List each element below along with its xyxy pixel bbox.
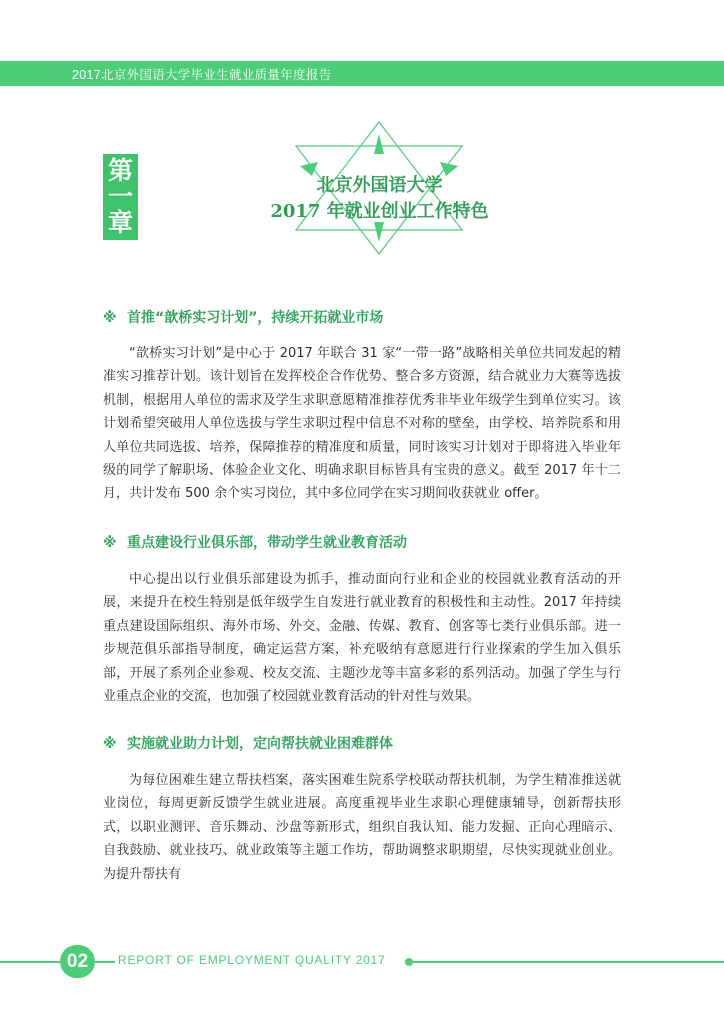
section-paragraph: “歆桥实习计划”是中心于 2017 年联合 31 家“一带一路”战略相关单位共同发起的精准实习推荐计划。该计划旨在发挥校企合作优势、整合多方资源，结合就业力大赛等选拔机制，根据用人单位的需求及学生求职意愿精准推荐优秀非毕业年级学生到单位实习。该计划希望突破用人单位选拔与学生求职过程中信息不对称的壁垒，由学校、培养院系和用人单位共同选拔、培养，保障推荐的精准度和质量，同时该实习计划对于即将进入毕业年级的同学了解职场、体验企业文化、明确求职目标皆具有宝贵的意义。截至 2017 年十二月，共计发布 500 余个实习岗位，其中多位同学在实习期间收获就业 offer。 (103, 346, 621, 502)
reference-mark-icon: ※ (103, 535, 117, 551)
section-paragraph: 为每位困难生建立帮扶档案，落实困难生院系学校联动帮扶机制，为学生精准推送就业岗位，每周更新反馈学生就业进展。高度重视毕业生求职心理健康辅导，创新帮扶形式，以职业测评、音乐舞动、沙盘等新形式，组织自我认知、能力发掘、正向心理暗示、自我鼓励、就业技巧、就业政策等主题工作坊，帮助调整求职期望，尽快实现就业创业。为提升帮扶有 (103, 773, 621, 882)
chapter-title-line2: 2017 年就业创业工作特色 (270, 201, 489, 222)
reference-mark-icon: ※ (103, 736, 117, 752)
section-heading-text: 重点建设行业俱乐部，带动学生就业教育活动 (127, 535, 407, 551)
section-heading (103, 532, 407, 552)
chapter-title (252, 173, 507, 225)
chapter-title-line1: 北京外国语大学 (316, 175, 443, 196)
chapter-badge-char: 一 (107, 182, 133, 211)
chapter-badge-char: 第 (107, 156, 133, 185)
header-band (0, 61, 724, 86)
report-title: 2017北京外国语大学毕业生就业质量年度报告 (72, 68, 332, 82)
chapter-badge-char: 章 (107, 208, 133, 237)
section-paragraph: 中心提出以行业俱乐部建设为抓手，推动面向行业和企业的校园就业教育活动的开展，来提升在校生特别是低年级学生自发进行就业教育的积极性和主动性。2017 年持续重点建设国际组织、海外市场、外交、金融、传媒、教育、创客等七类行业俱乐部。进一步规范俱乐部指导制度，确定运营方案，补充吸纳有意愿进行行业探索的学生加入俱乐部，开展了系列企业参观、校友交流、主题沙龙等丰富多彩的系列活动。加强了学生与行业重点企业的交流，也加强了校园就业教育活动的针对性与效果。 (103, 572, 621, 705)
section-heading (103, 307, 383, 327)
section-heading-text: 实施就业助力计划，定向帮扶就业困难群体 (127, 736, 393, 752)
footer-rule (95, 961, 115, 963)
footer-dot-icon (405, 958, 413, 966)
footer-report-label: REPORT OF EMPLOYMENT QUALITY 2017 (118, 953, 386, 967)
page-number: 02 (60, 945, 95, 978)
reference-mark-icon: ※ (103, 310, 117, 326)
footer-rule (413, 961, 724, 963)
chapter-badge (103, 154, 138, 240)
section-heading-text: 首推“歆桥实习计划”，持续开拓就业市场 (127, 310, 384, 326)
footer-rule (0, 961, 60, 963)
section-heading (103, 733, 393, 753)
